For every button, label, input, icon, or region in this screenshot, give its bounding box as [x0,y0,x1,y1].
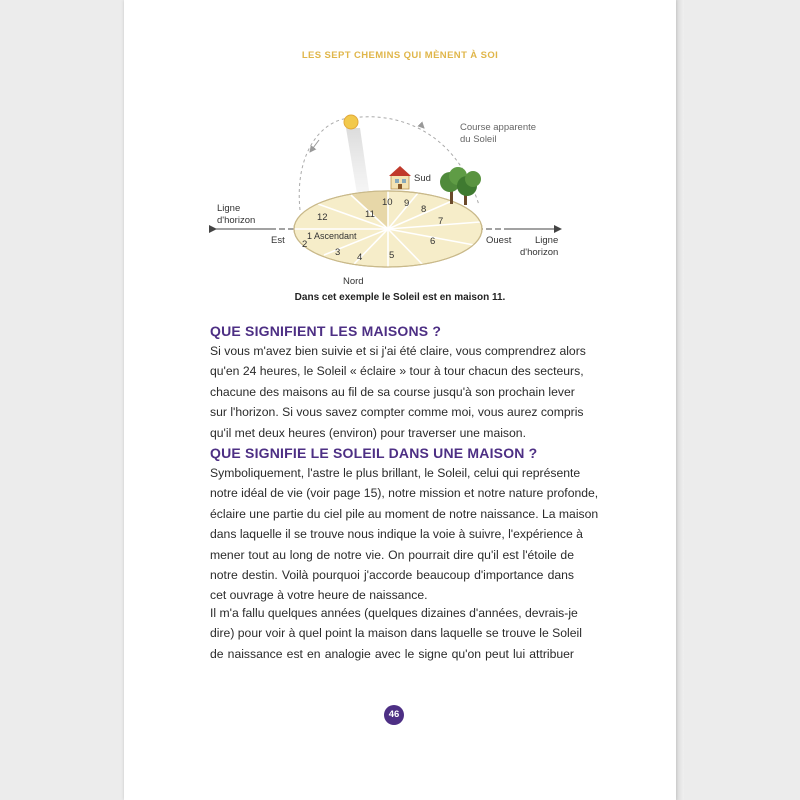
section-heading-maisons: QUE SIGNIFIENT LES MAISONS ? [210,323,442,339]
text-line: qu'il met deux heures (environ) pour traverser une maison. [210,425,526,440]
label-horizon-left-2: d'horizon [217,215,256,226]
text-line: éclaire une partie du ciel pile au moment de notre naissance. La maison [210,506,599,521]
section-heading-soleil: QUE SIGNIFIE LE SOLEIL DANS UNE MAISON ? [210,445,538,461]
house-label: 12 [317,212,328,223]
label-nord: Nord [343,276,364,287]
house-label: 5 [389,250,395,261]
house-label: 6 [430,236,436,247]
text-line: de naissance est en analogie avec le signe qu'on peut lui attribuer [210,646,574,661]
text-line: Il m'a fallu quelques années (quelques dizaines d'années, devrais-je [210,606,578,620]
text-line: notre idéal de vie (voir page 15), notre mission et notre nature profonde, [210,486,599,501]
label-horizon-left-1: Ligne [217,203,241,214]
house-label: 11 [365,209,375,220]
text-line: dire) pour voir à quel point la maison dans laquelle se trouve le Soleil [210,626,582,641]
paragraph-naissance [210,603,582,664]
house-label: 4 [357,252,363,263]
label-sud: Sud [414,173,431,184]
label-horizon-right-1: Ligne [535,235,559,246]
text-line: cet ouvrage à votre heure de naissance. [210,588,428,603]
text-line: chacune des maisons au fil de sa course jusqu'à son prochain lever [210,384,575,399]
text-line: Si vous m'avez bien suivie et si j'ai été claire, vous comprendrez alors [210,344,586,358]
house-label: 10 [382,197,393,208]
sun-icon [344,115,358,129]
ascendant-label: 1 Ascendant [307,231,357,241]
house-label: 3 [335,247,341,258]
running-head: LES SEPT CHEMINS QUI MÈNENT À SOI [301,50,499,61]
text-line: qu'en 24 heures, le Soleil « éclaire » tour à tour chacun des secteurs, [210,364,584,379]
figure-caption: Dans cet exemple le Soleil est en maison 11. [294,292,506,303]
house-icon [389,166,411,189]
houses-diagram [124,0,676,320]
house-label: 2 [302,239,308,250]
label-horizon-right-2: d'horizon [520,247,559,258]
text-line: dans laquelle il se trouve nous indique la voie à suivre, l'expérience à [210,527,583,542]
text-line: sur l'horizon. Si vous savez compter comme moi, vous aurez compris [210,405,584,420]
book-page [124,0,676,800]
paragraph-soleil [210,463,599,606]
page-edge [676,0,684,800]
house-label: 7 [438,216,444,227]
paragraph-maisons [210,341,586,443]
house-label: 9 [404,198,410,209]
text-line: Symboliquement, l'astre le plus brillant, le Soleil, celui qui représente [210,466,581,480]
text-line: notre destin. Voilà pourquoi j'accorde beaucoup d'importance dans [210,568,574,583]
label-ouest: Ouest [486,235,512,246]
house-label: 8 [421,204,427,215]
page-number: 46 [384,705,404,725]
label-course-2: du Soleil [460,134,497,145]
text-line: mener tout au long de notre vie. On pourrait dire qu'il est l'étoile de [210,547,574,562]
label-course-1: Course apparente [460,122,537,133]
label-est: Est [271,235,285,246]
houses-diagram-svg [124,0,676,320]
